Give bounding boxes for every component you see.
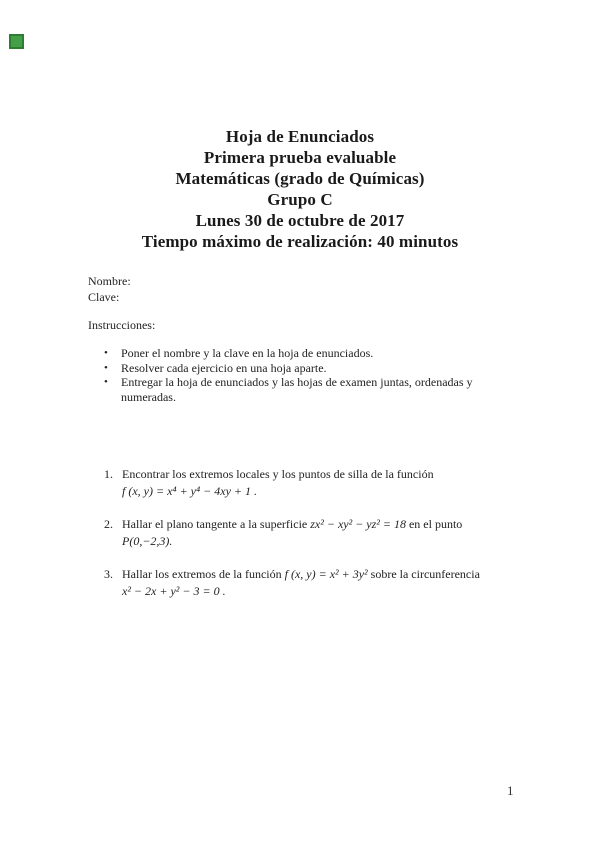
problem-number: 1. — [104, 467, 113, 481]
statement-text: en el punto — [405, 517, 463, 531]
title-line-4: Grupo C — [267, 190, 333, 209]
statement-text: sobre la circunferencia — [367, 567, 480, 581]
page-number: 1 — [507, 783, 514, 798]
instructions-heading: Instrucciones: — [88, 318, 156, 332]
problem-formula: x² − 2x + y² − 3 = 0 . — [122, 584, 226, 598]
name-label: Nombre: — [88, 274, 131, 288]
problem-formula: f (x, y) = x⁴ + y⁴ − 4xy + 1 . — [122, 484, 258, 498]
inline-formula: f (x, y) = x² + 3y² — [284, 567, 368, 581]
instruction-text: Resolver cada ejercicio en una hoja aparte. — [121, 360, 327, 375]
title-line-6: Tiempo máximo de realización: 40 minutos — [141, 232, 459, 251]
problem-body — [122, 566, 480, 600]
title-line-3: Matemáticas (grado de Químicas) — [175, 169, 425, 188]
inline-formula: zx² − xy² − yz² = 18 — [310, 517, 406, 531]
title-line-5: Lunes 30 de octubre de 2017 — [195, 211, 405, 230]
instruction-text: Entregar la hoja de enunciados y las hojas de examen juntas, ordenadas y numeradas. — [121, 375, 473, 404]
instructions-list — [104, 346, 496, 404]
title-line-1: Hoja de Enunciados — [225, 127, 375, 146]
problem-number: 3. — [104, 567, 113, 581]
problem-statement — [122, 466, 480, 483]
statement-text: Hallar el plano tangente a la superficie — [122, 517, 311, 531]
instruction-item — [104, 361, 496, 376]
bullet-icon: • — [104, 361, 108, 374]
statement-text: Encontrar los extremos locales y los puntos de silla de la función — [122, 467, 434, 481]
title-line-2: Primera prueba evaluable — [203, 148, 397, 167]
instruction-item — [104, 375, 496, 404]
problem-body — [122, 516, 480, 550]
problems-list — [104, 466, 480, 616]
instruction-item — [104, 346, 496, 361]
problem-item-2 — [104, 516, 480, 550]
key-label: Clave: — [88, 289, 120, 304]
problem-statement — [122, 566, 480, 583]
problem-number: 2. — [104, 517, 113, 531]
problem-item-3 — [104, 566, 480, 600]
title-block — [0, 126, 600, 252]
problem-statement — [122, 516, 480, 533]
bullet-icon: • — [104, 376, 108, 389]
statement-text: Hallar los extremos de la función — [122, 567, 285, 581]
problem-body — [122, 466, 480, 500]
bullet-icon: • — [104, 347, 108, 359]
green-square-logo-icon — [9, 34, 24, 49]
problem-formula: P(0,−2,3). — [122, 534, 173, 548]
instruction-text: Poner el nombre y la clave en la hoja de enunciados. — [121, 346, 374, 360]
identity-fields — [88, 274, 131, 305]
problem-item-1 — [104, 466, 480, 500]
